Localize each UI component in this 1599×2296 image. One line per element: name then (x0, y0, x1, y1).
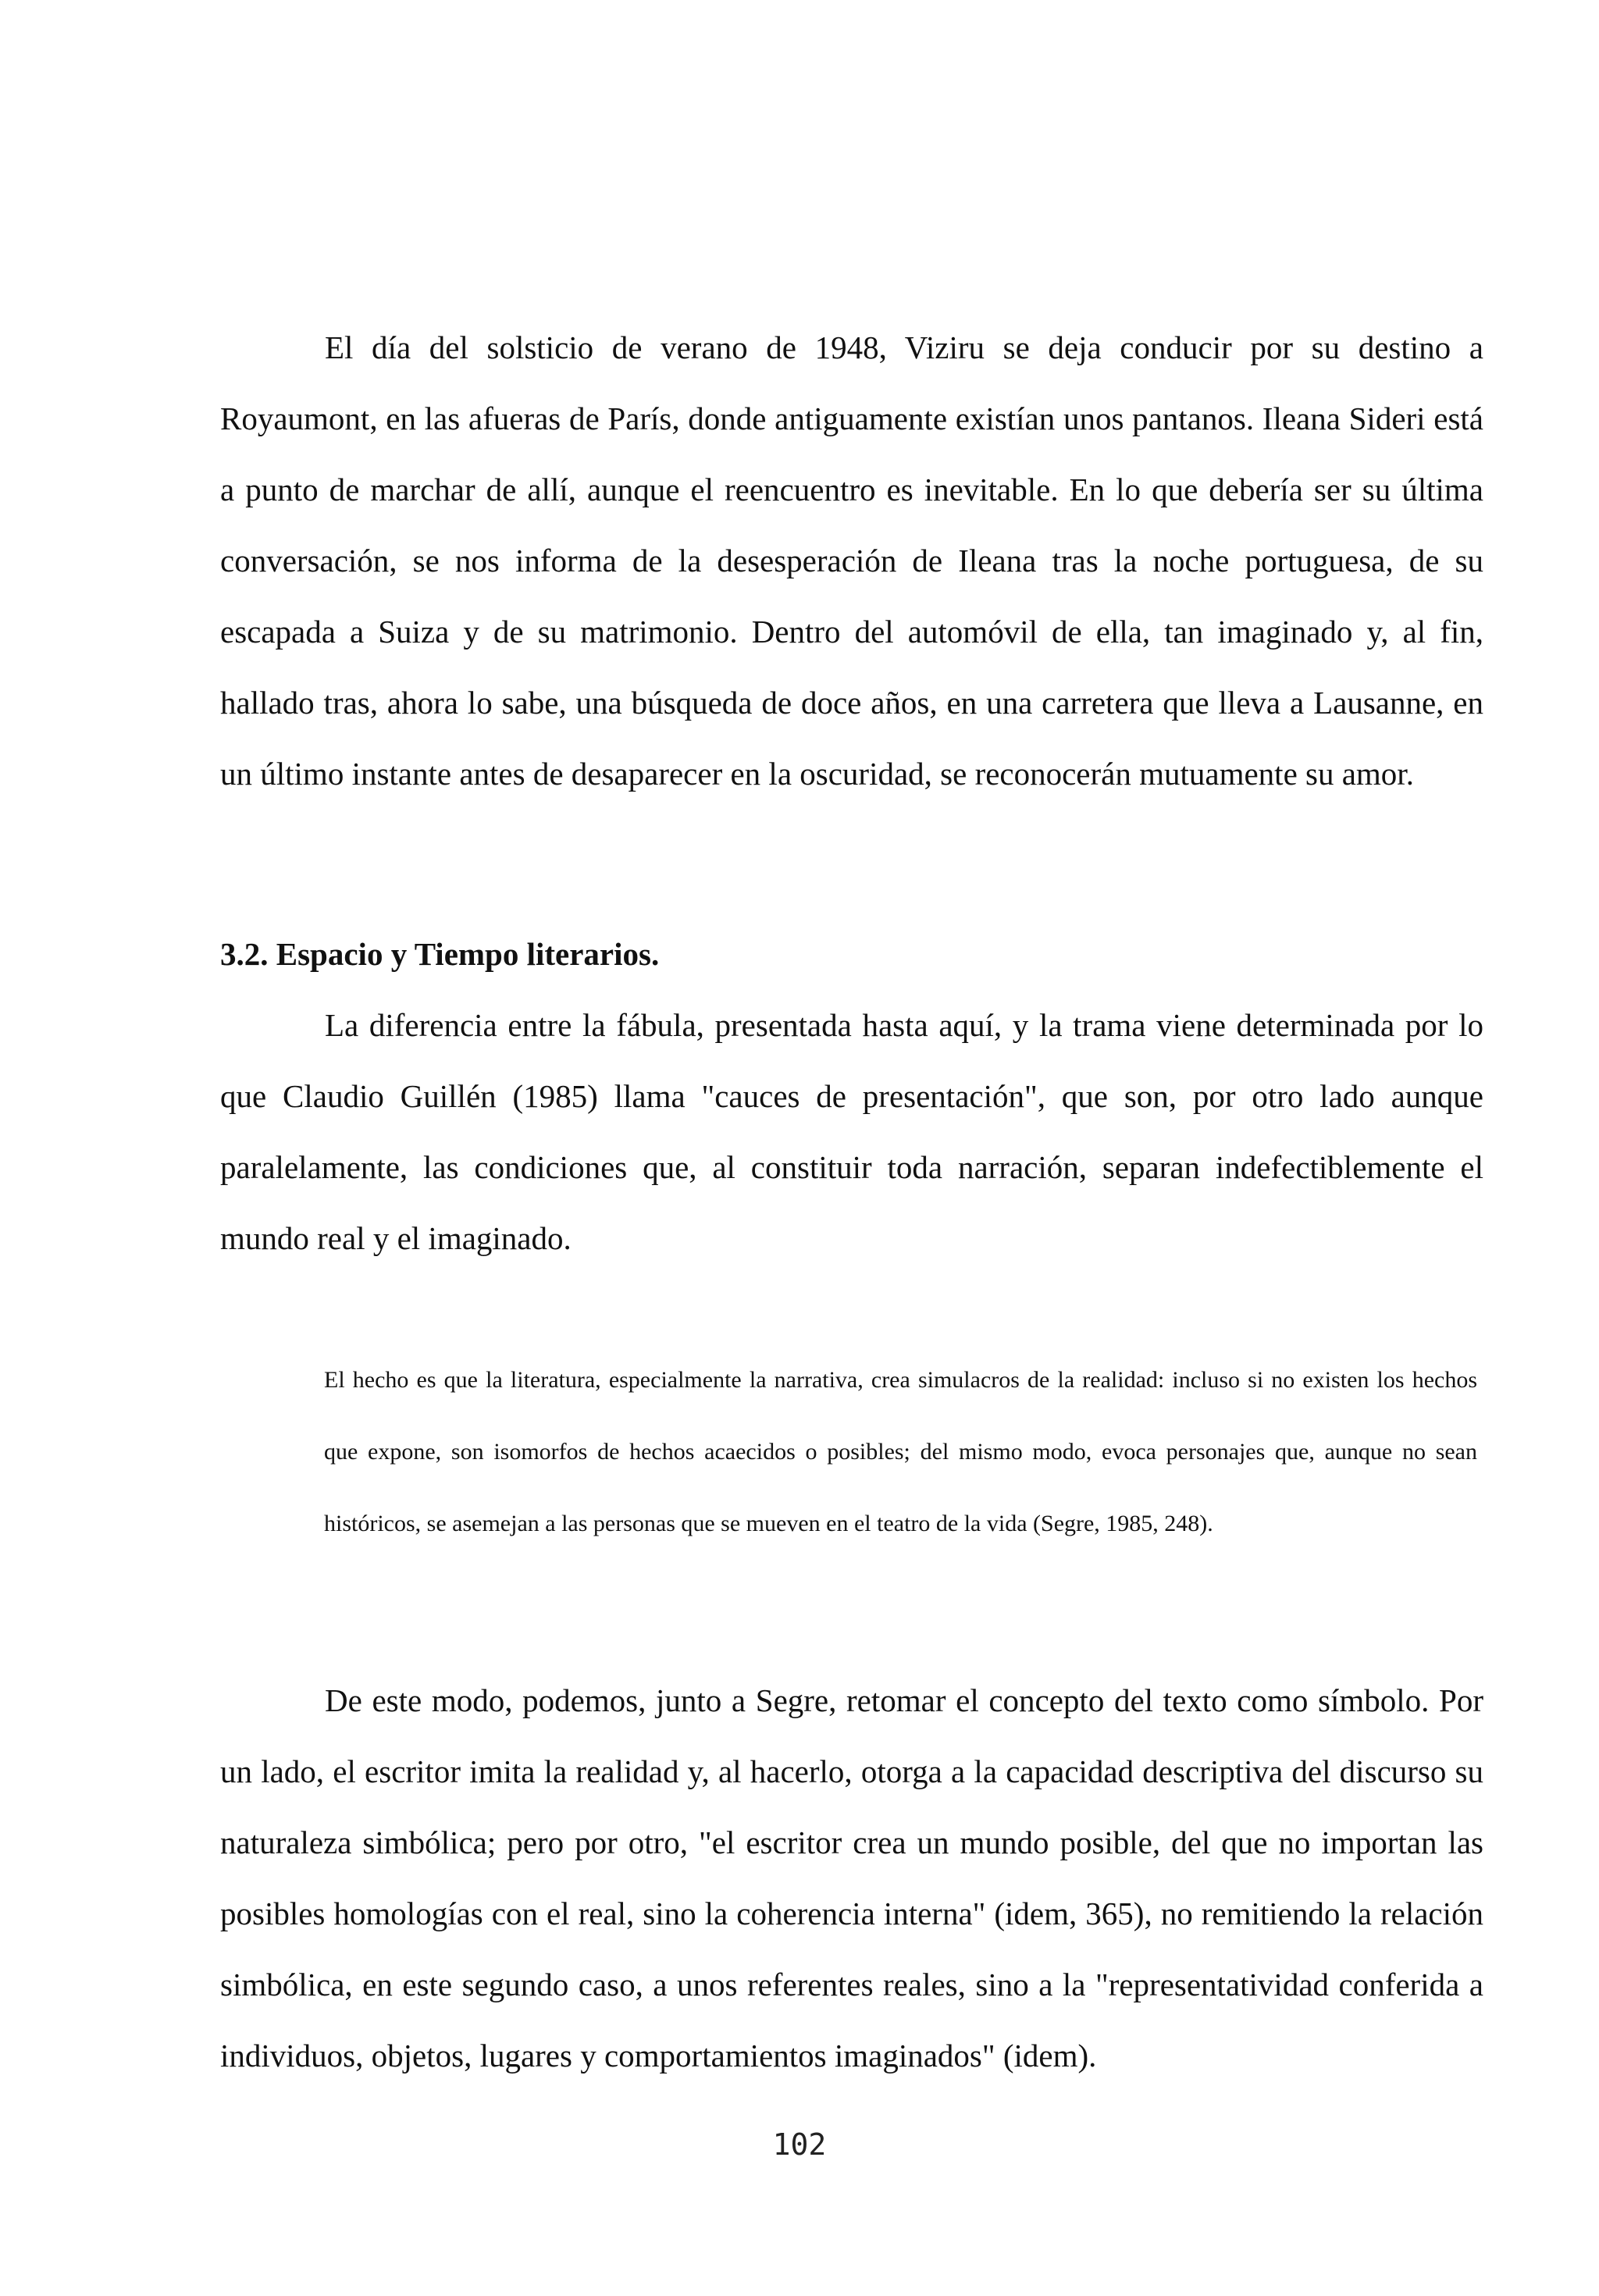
block-quote: El hecho es que la literatura, especialmente la narrativa, crea simulacros de la realidad: incluso si no existen los hechos que expone, son isomorfos de hechos acaecidos o posibles; del mismo modo, evoca personajes que, aunque no sean históricos, se asemejan a las personas que se mueven en el teatro de la vida (Segre, 1985, 248). (324, 1367, 1477, 1536)
section-heading: 3.2. Espacio y Tiempo literarios. (220, 936, 660, 972)
body-paragraph-3: De este modo, podemos, junto a Segre, retomar el concepto del texto como símbolo. Por un lado, el escritor imita la realidad y, al hacerlo, otorga a la capacidad descriptiva del discurso su naturaleza simbólica; pero por otro, "el escritor crea un mundo posible, del que no importan las posibles homologías con el real, sino la coherencia interna" (idem, 365), no remitiendo la relación simbólica, en este segundo caso, a unos referentes reales, sino a la "representatividad conferida a individuos, objetos, lugares y comportamientos imaginados" (idem). (220, 1682, 1483, 2074)
body-paragraph-1: El día del solsticio de verano de 1948, Viziru se deja conducir por su destino a Royaumont, en las afueras de París, donde antiguamente existían unos pantanos. Ileana Sideri está a punto de marchar de allí, aunque el reencuentro es inevitable. En lo que debería ser su última conversación, se nos informa de la desesperación de Ileana tras la noche portuguesa, de su escapada a Suiza y de su matrimonio. Dentro del automóvil de ella, tan imaginado y, al fin, hallado tras, ahora lo sabe, una búsqueda de doce años, en una carretera que lleva a Lausanne, en un último instante antes de desaparecer en la oscuridad, se reconocerán mutuamente su amor. (220, 329, 1483, 792)
body-paragraph-2: La diferencia entre la fábula, presentada hasta aquí, y la trama viene determinada por lo que Claudio Guillén (1985) llama "cauces de presentación", que son, por otro lado aunque paralelamente, las condiciones que, al constituir toda narración, separan indefectiblemente el mundo real y el imaginado. (220, 1007, 1483, 1256)
page-number: 102 (772, 2127, 827, 2162)
